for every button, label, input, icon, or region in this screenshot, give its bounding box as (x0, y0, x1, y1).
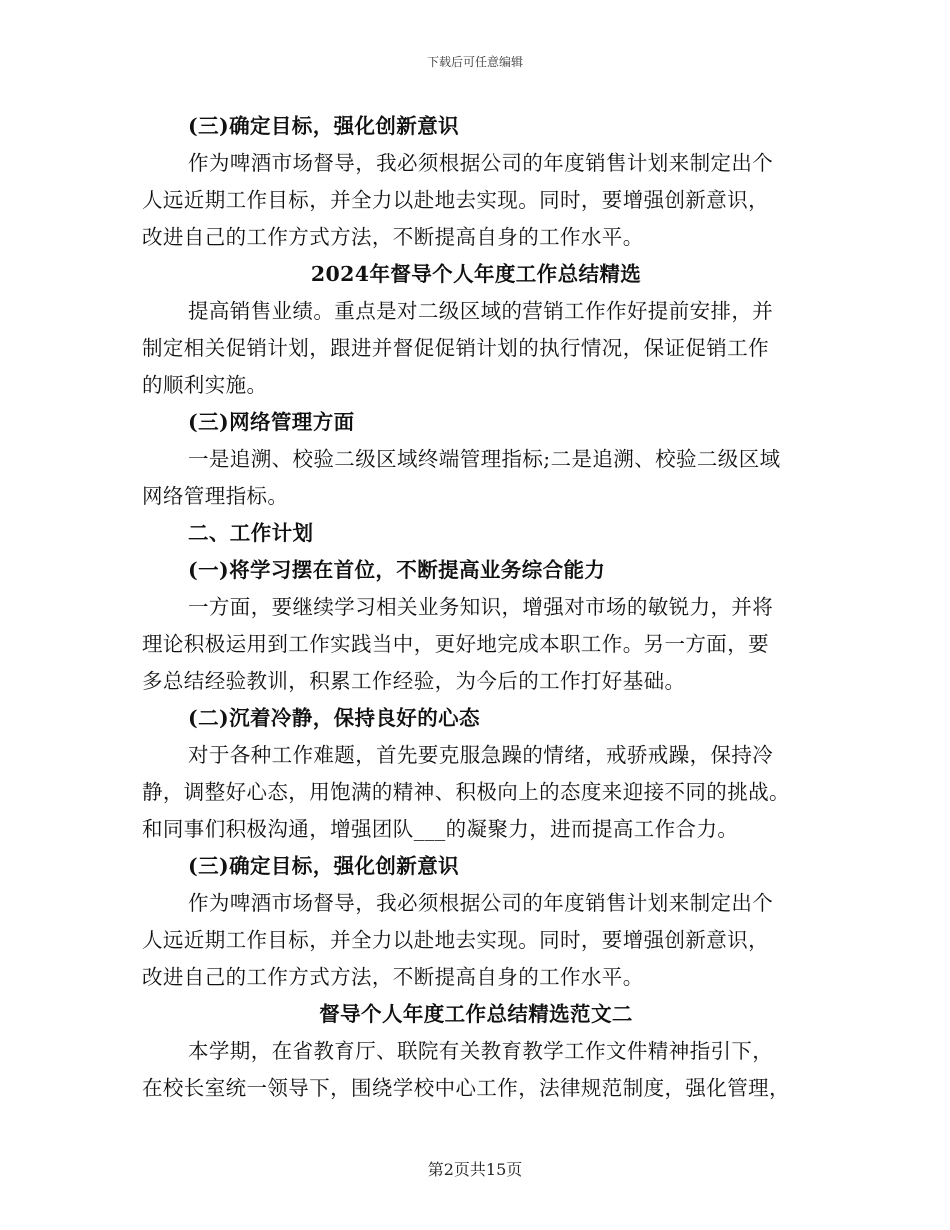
document-body (142, 108, 810, 1107)
subheading: (三)网络管理方面 (188, 410, 355, 434)
text-line: 改进自己的工作方式方法，不断提高自身的工作水平。 (142, 225, 644, 249)
text-line: 人远近期工作目标，并全力以赴地去实现。同时，要增强创新意识， (142, 928, 769, 952)
text-line: 和同事们积极沟通，增强团队___的凝聚力，进而提高工作合力。 (142, 817, 739, 841)
text-line: 的顺利实施。 (142, 373, 268, 397)
text-line: 改进自己的工作方式方法，不断提高自身的工作水平。 (142, 965, 644, 989)
text-line: 作为啤酒市场督导，我必须根据公司的年度销售计划来制定出个 (188, 891, 774, 915)
page-footer: 第2页共15页 (427, 1160, 523, 1179)
subheading: (二)沉着冷静，保持良好的心态 (188, 706, 480, 730)
subheading: (三)确定目标，强化创新意识 (188, 854, 459, 878)
text-line: 提高销售业绩。重点是对二级区域的营销工作作好提前安排，并 (188, 299, 774, 323)
text-line: 静，调整好心态，用饱满的精神、积极向上的态度来迎接不同的挑战。 (142, 780, 790, 804)
text-line: 对于各种工作难题，首先要克服急躁的情绪，戒骄戒躁，保持冷 (188, 743, 774, 767)
page-header: 下载后可任意编辑 (426, 55, 523, 69)
section-title: 督导个人年度工作总结精选范文二 (319, 1002, 633, 1026)
text-line: 制定相关促销计划，跟进并督促促销计划的执行情况，保证促销工作 (142, 336, 769, 360)
subheading: (三)确定目标，强化创新意识 (188, 114, 459, 138)
subheading: (一)将学习摆在首位，不断提高业务综合能力 (188, 558, 606, 582)
text-line: 在校长室统一领导下，围绕学校中心工作，法律规范制度，强化管理， (142, 1076, 790, 1100)
text-line: 理论积极运用到工作实践当中，更好地完成本职工作。另一方面，要 (142, 632, 769, 656)
text-line: 一方面，要继续学习相关业务知识，增强对市场的敏锐力，并将 (188, 595, 774, 619)
text-line: 本学期，在省教育厅、联院有关教育教学工作文件精神指引下， (188, 1039, 774, 1063)
text-line: 作为啤酒市场督导，我必须根据公司的年度销售计划来制定出个 (188, 151, 774, 175)
text-line: 网络管理指标。 (142, 484, 289, 508)
text-line: 一是追溯、校验二级区域终端管理指标;二是追溯、校验二级区域 (188, 447, 781, 471)
text-line: 多总结经验教训，积累工作经验，为今后的工作打好基础。 (142, 669, 686, 693)
section-title: 2024年督导个人年度工作总结精选 (310, 262, 642, 286)
text-line: 人远近期工作目标，并全力以赴地去实现。同时，要增强创新意识， (142, 188, 769, 212)
subheading: 二、工作计划 (188, 521, 314, 545)
